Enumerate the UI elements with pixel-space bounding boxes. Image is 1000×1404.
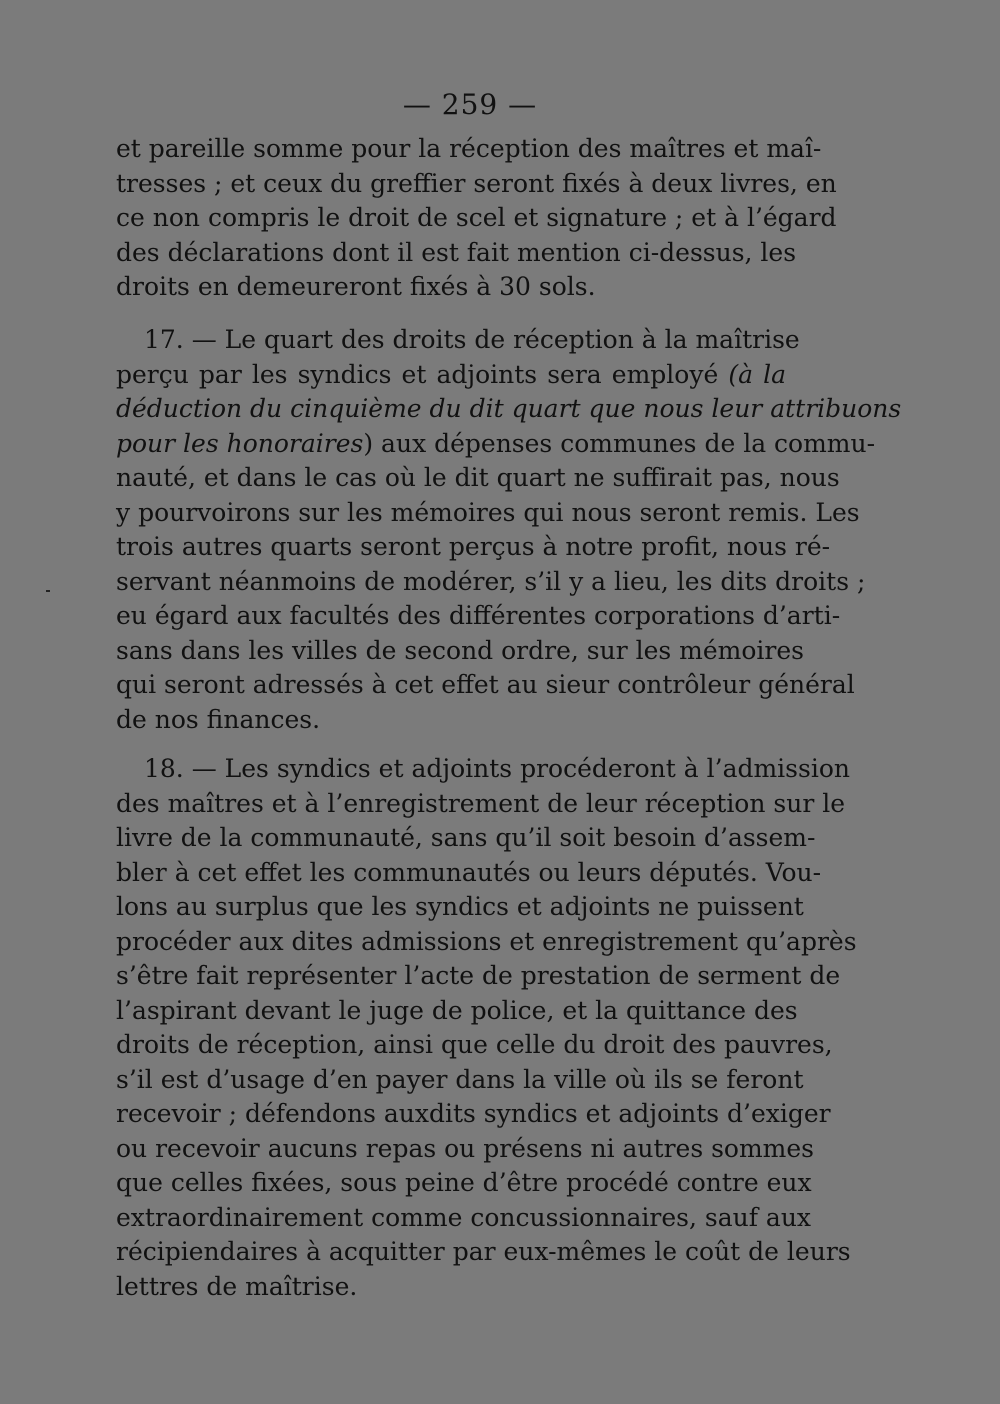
text-line: récipiendaires à acquitter par eux-mêmes le coût de leurs bbox=[116, 1237, 851, 1266]
text-line: de nos finances. bbox=[116, 704, 321, 734]
text-line: lettres de maîtrise. bbox=[116, 1271, 358, 1301]
text-line: des déclarations dont il est fait mention ci-dessus, les bbox=[116, 237, 797, 267]
article-18 bbox=[116, 752, 857, 1304]
text-line: que celles fixées, sous peine d’être procédé contre eux bbox=[116, 1168, 812, 1197]
italic-segment: pour les honoraires bbox=[116, 428, 364, 458]
text-line: tresses ; et ceux du greffier seront fixés à deux livres, en bbox=[116, 168, 837, 198]
text-line: et pareille somme pour la réception des maîtres et maî- bbox=[116, 134, 822, 163]
text-line: procéder aux dites admissions et enregistrement qu’après bbox=[116, 926, 857, 956]
text-line: livre de la communauté, sans qu’il soit besoin d’assem- bbox=[116, 823, 816, 852]
text-line: extraordinairement comme concussionnaires, sauf aux bbox=[116, 1202, 812, 1232]
text-line: trois autres quarts seront perçus à notre profit, nous ré- bbox=[116, 532, 831, 561]
italic-segment: (à la bbox=[728, 359, 786, 389]
text-line: des maîtres et à l’enregistrement de leur réception sur le bbox=[116, 788, 846, 818]
text-line: s’il est d’usage d’en payer dans la ville où ils se feront bbox=[116, 1064, 804, 1094]
article-17 bbox=[116, 323, 902, 737]
text-line: sans dans les villes de second ordre, sur les mémoires bbox=[116, 635, 804, 665]
article-heading-line: 17. — Le quart des droits de réception à la maîtrise bbox=[144, 325, 800, 354]
text-segment: ) aux dépenses communes de la commu- bbox=[363, 428, 876, 458]
text-line: lons au surplus que les syndics et adjoints ne puissent bbox=[116, 892, 804, 921]
text-line: ce non compris le droit de scel et signature ; et à l’égard bbox=[116, 203, 837, 232]
scan-artifact bbox=[46, 590, 50, 592]
italic-line: déduction du cinquième du dit quart que nous leur attribuons bbox=[116, 394, 902, 423]
text-line: y pourvoirons sur les mémoires qui nous seront remis. Les bbox=[116, 497, 860, 527]
article-heading-line: 18. — Les syndics et adjoints procéderont à l’admission bbox=[144, 754, 850, 783]
text-line: ou recevoir aucuns repas ou présens ni autres sommes bbox=[116, 1133, 815, 1163]
text-line: s’être fait représenter l’acte de prestation de serment de bbox=[116, 961, 841, 990]
text-line: nauté, et dans le cas où le dit quart ne suffirait pas, nous bbox=[116, 463, 840, 492]
text-line: droits en demeureront fixés à 30 sols. bbox=[116, 272, 596, 301]
text-line: bler à cet effet les communautés ou leurs députés. Vou- bbox=[116, 857, 822, 887]
text-segment: perçu par les syndics et adjoints sera employé bbox=[116, 359, 719, 389]
text-line bbox=[116, 358, 786, 393]
text-line: l’aspirant devant le juge de police, et la quittance des bbox=[116, 995, 798, 1025]
text-line: servant néanmoins de modérer, s’il y a lieu, les dits droits ; bbox=[116, 566, 866, 596]
page-number: — 259 — bbox=[402, 88, 538, 121]
text-line: droits de réception, ainsi que celle du droit des pauvres, bbox=[116, 1030, 833, 1059]
paragraph-continuation bbox=[116, 132, 837, 305]
text-line: eu égard aux facultés des différentes corporations d’arti- bbox=[116, 601, 841, 630]
text-line: recevoir ; défendons auxdits syndics et adjoints d’exiger bbox=[116, 1099, 831, 1128]
text-line: qui seront adressés à cet effet au sieur contrôleur général bbox=[116, 670, 855, 699]
text-line bbox=[116, 427, 876, 462]
